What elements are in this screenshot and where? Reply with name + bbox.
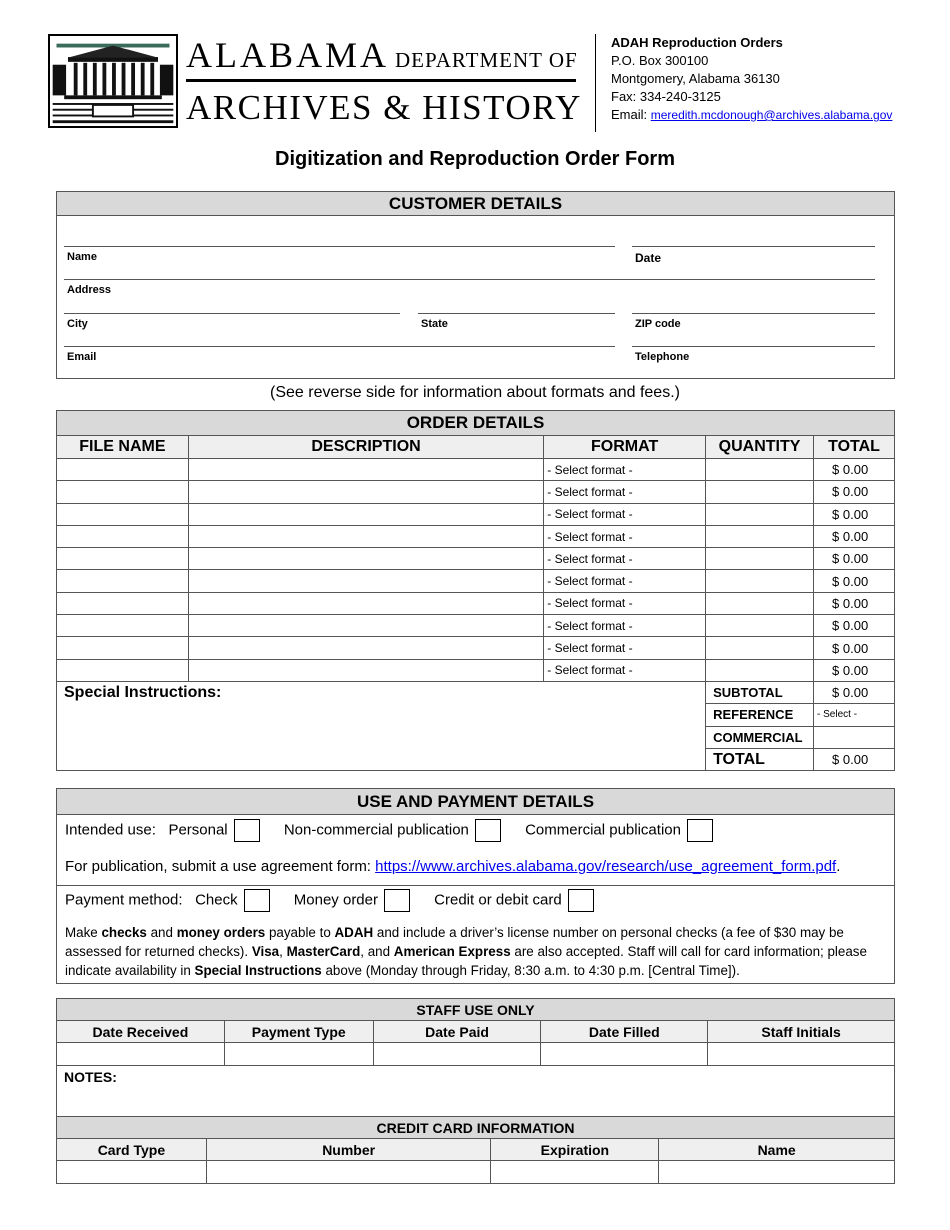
use-agreement-link[interactable]: https://www.archives.alabama.gov/research/use_agreement_form.pdf (375, 858, 837, 875)
order-row (57, 570, 895, 592)
row-total: $ 0.00 (814, 459, 895, 481)
archives-building-logo (48, 34, 178, 128)
telephone-label: Telephone (635, 351, 690, 363)
date-label: Date (635, 251, 662, 265)
quantity-input[interactable] (706, 459, 814, 481)
row-total: $ 0.00 (814, 615, 895, 637)
contact-address-2: Montgomery, Alabama 36130 (611, 71, 780, 86)
col-card-type: Card Type (57, 1139, 207, 1161)
card-type-input[interactable] (57, 1161, 207, 1184)
payment-method-row (65, 889, 614, 912)
order-row (57, 615, 895, 637)
use-personal-checkbox[interactable] (234, 819, 260, 842)
use-payment-heading: USE AND PAYMENT DETAILS (57, 789, 894, 815)
org-wordmark (186, 32, 586, 132)
use-noncommercial-checkbox[interactable] (475, 819, 501, 842)
header (48, 32, 908, 136)
reference-label: REFERENCE (706, 704, 814, 726)
method-card-checkbox[interactable] (568, 889, 594, 912)
order-row (57, 659, 895, 681)
intended-use-row (65, 819, 733, 842)
order-row (57, 637, 895, 659)
method-money-order-label: Money order (293, 891, 378, 909)
org-name-archives: ARCHIVES & HISTORY (186, 88, 582, 127)
file-name-input[interactable] (57, 481, 189, 503)
file-name-input[interactable] (57, 592, 189, 614)
description-input[interactable] (188, 570, 543, 592)
file-name-input[interactable] (57, 503, 189, 525)
description-input[interactable] (188, 615, 543, 637)
special-instructions-label: Special Instructions: (64, 683, 222, 701)
col-card-name: Name (659, 1139, 895, 1161)
name-label: Name (67, 251, 97, 263)
format-select[interactable]: - Select format - (544, 570, 706, 592)
format-select[interactable]: - Select format - (544, 637, 706, 659)
contact-address-1: P.O. Box 300100 (611, 53, 709, 68)
col-date-paid: Date Paid (373, 1021, 541, 1043)
format-select[interactable]: - Select format - (544, 592, 706, 614)
order-row (57, 459, 895, 481)
staff-use-heading: STAFF USE ONLY (57, 999, 895, 1021)
description-input[interactable] (188, 525, 543, 547)
method-check-label: Check (195, 891, 238, 909)
use-personal-label: Personal (168, 821, 228, 839)
special-instructions-input[interactable] (57, 681, 706, 770)
order-row (57, 525, 895, 547)
card-number-input[interactable] (206, 1161, 491, 1184)
commercial-label: COMMERCIAL (706, 726, 814, 748)
building-icon (50, 36, 176, 126)
quantity-input[interactable] (706, 615, 814, 637)
description-input[interactable] (188, 459, 543, 481)
credit-card-heading: CREDIT CARD INFORMATION (57, 1117, 895, 1139)
city-label: City (67, 318, 88, 330)
state-label: State (421, 318, 448, 330)
zip-label: ZIP code (635, 318, 681, 330)
quantity-input[interactable] (706, 503, 814, 525)
quantity-input[interactable] (706, 637, 814, 659)
col-total: TOTAL (814, 436, 895, 459)
file-name-input[interactable] (57, 525, 189, 547)
page-title: Digitization and Reproduction Order Form (275, 148, 675, 170)
description-input[interactable] (188, 503, 543, 525)
publication-text: For publication, submit a use agreement form: (65, 858, 376, 875)
org-name-department: DEPARTMENT OF (395, 48, 578, 72)
date-paid-input[interactable] (373, 1043, 541, 1066)
quantity-input[interactable] (706, 570, 814, 592)
notes-input[interactable] (57, 1066, 895, 1117)
total-label: TOTAL (706, 748, 814, 770)
quantity-input[interactable] (706, 592, 814, 614)
file-name-input[interactable] (57, 570, 189, 592)
order-row (57, 481, 895, 503)
row-total: $ 0.00 (814, 637, 895, 659)
payment-divider (57, 885, 894, 886)
description-input[interactable] (188, 592, 543, 614)
use-commercial-label: Commercial publication (525, 821, 681, 839)
email-label: Email (67, 351, 97, 363)
col-date-received: Date Received (57, 1021, 225, 1043)
date-received-input[interactable] (57, 1043, 225, 1066)
file-name-input[interactable] (57, 659, 189, 681)
row-total: $ 0.00 (814, 481, 895, 503)
use-payment-section (56, 788, 895, 984)
format-select[interactable]: - Select format - (544, 503, 706, 525)
col-format: FORMAT (544, 436, 706, 459)
row-total: $ 0.00 (814, 503, 895, 525)
wordmark-rule (186, 79, 576, 82)
card-name-input[interactable] (659, 1161, 895, 1184)
publication-row: For publication, submit a use agreement form: https://www.archives.alabama.gov/research/use_agreement_form.pdf. (65, 858, 841, 875)
format-select[interactable]: - Select format - (544, 459, 706, 481)
staff-use-table (56, 998, 895, 1184)
format-select[interactable]: - Select format - (544, 659, 706, 681)
file-name-input[interactable] (57, 459, 189, 481)
col-file-name: FILE NAME (57, 436, 189, 459)
col-description: DESCRIPTION (188, 436, 543, 459)
file-name-input[interactable] (57, 637, 189, 659)
date-filled-input[interactable] (541, 1043, 708, 1066)
col-quantity: QUANTITY (706, 436, 814, 459)
use-noncommercial-label: Non-commercial publication (283, 821, 469, 839)
use-commercial-checkbox[interactable] (687, 819, 713, 842)
contact-fax: Fax: 334-240-3125 (611, 89, 721, 104)
format-select[interactable]: - Select format - (544, 548, 706, 570)
order-details-table (56, 410, 895, 771)
order-row (57, 548, 895, 570)
col-staff-initials: Staff Initials (708, 1021, 895, 1043)
file-name-input[interactable] (57, 548, 189, 570)
payment-type-input[interactable] (224, 1043, 373, 1066)
notes-label: NOTES: (64, 1069, 117, 1085)
customer-details-section (56, 191, 895, 379)
total-value: $ 0.00 (814, 748, 895, 770)
format-select[interactable]: - Select format - (544, 481, 706, 503)
row-total: $ 0.00 (814, 592, 895, 614)
payment-method-label: Payment method: (65, 891, 183, 909)
col-card-expiration: Expiration (491, 1139, 659, 1161)
col-payment-type: Payment Type (224, 1021, 373, 1043)
intended-use-label: Intended use: (65, 821, 156, 839)
contact-email-label: Email: (611, 107, 651, 122)
method-check-checkbox[interactable] (244, 889, 270, 912)
see-reverse-note: (See reverse side for information about formats and fees.) (270, 384, 680, 401)
reference-select[interactable]: - Select - (814, 704, 895, 726)
order-row (57, 503, 895, 525)
row-total: $ 0.00 (814, 525, 895, 547)
card-expiration-input[interactable] (491, 1161, 659, 1184)
format-select[interactable]: - Select format - (544, 615, 706, 637)
description-input[interactable] (188, 659, 543, 681)
order-row (57, 592, 895, 614)
payment-instructions: Make checks and money orders payable to ADAH and include a driver’s license number on personal checks (a fee of $30 may be assessed for returned checks). Visa, MasterCard, and American Express are also accepted. Staff will call for card information; please indicate availability in Special Instructions above (Monday through Friday, 8:30 a.m. to 4:30 p.m. [Central Time]). (65, 925, 867, 978)
description-input[interactable] (188, 548, 543, 570)
header-divider (595, 34, 596, 132)
quantity-input[interactable] (706, 481, 814, 503)
subtotal-label: SUBTOTAL (706, 681, 814, 703)
contact-title: ADAH Reproduction Orders (611, 35, 783, 50)
staff-initials-input[interactable] (708, 1043, 895, 1066)
order-details-heading: ORDER DETAILS (57, 411, 895, 436)
row-total: $ 0.00 (814, 548, 895, 570)
address-label: Address (67, 284, 112, 296)
file-name-input[interactable] (57, 615, 189, 637)
contact-email-row (611, 106, 892, 124)
contact-block (611, 34, 892, 124)
description-input[interactable] (188, 637, 543, 659)
org-name-alabama: ALABAMA (186, 35, 390, 75)
customer-details-heading: CUSTOMER DETAILS (57, 192, 894, 216)
col-date-filled: Date Filled (541, 1021, 708, 1043)
row-total: $ 0.00 (814, 570, 895, 592)
method-money-order-checkbox[interactable] (384, 889, 410, 912)
quantity-input[interactable] (706, 659, 814, 681)
row-total: $ 0.00 (814, 659, 895, 681)
commercial-value[interactable] (814, 726, 895, 748)
method-card-label: Credit or debit card (434, 891, 562, 909)
subtotal-value: $ 0.00 (814, 681, 895, 703)
description-input[interactable] (188, 481, 543, 503)
contact-email-link[interactable]: meredith.mcdonough@archives.alabama.gov (650, 108, 893, 122)
col-card-number: Number (206, 1139, 491, 1161)
quantity-input[interactable] (706, 525, 814, 547)
quantity-input[interactable] (706, 548, 814, 570)
format-select[interactable]: - Select format - (544, 525, 706, 547)
